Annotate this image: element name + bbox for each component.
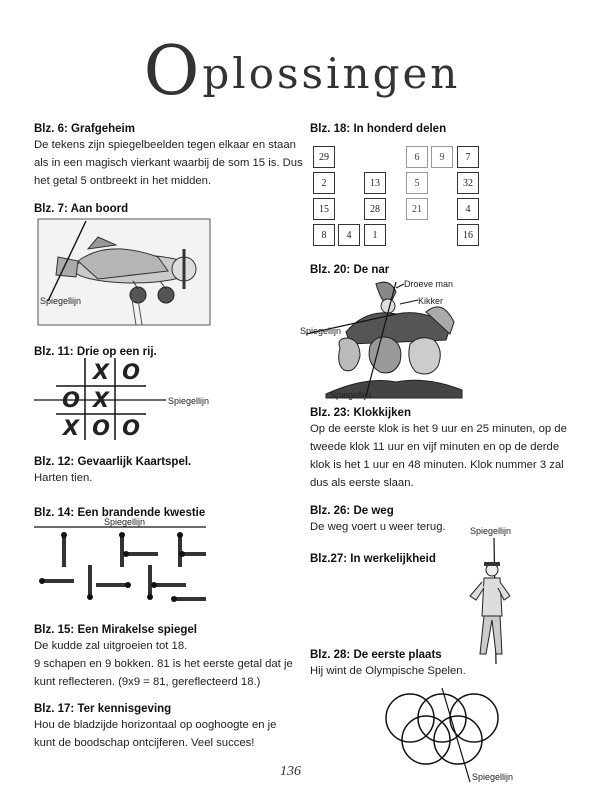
ttt-cell-5: X: [92, 388, 110, 412]
text-blz23-line3: klok is het 1 uur en 48 minuten. Klok nummer 3 zal: [310, 459, 564, 471]
ttt-cell-1: [56, 358, 86, 386]
number-cell: 29: [313, 146, 335, 168]
mirror-label-blz7: Spiegellijn: [40, 296, 82, 306]
heading-blz28: Blz. 28: De eerste plaats: [310, 649, 442, 661]
heading-blz7: Blz. 7: Aan boord: [34, 203, 129, 215]
heading-blz23: Blz. 23: Klokkijken: [310, 407, 411, 419]
title-initial: O: [143, 32, 203, 111]
text-blz6-line3: het getal 5 ontbreekt in het midden.: [34, 175, 212, 187]
number-cell: 21: [406, 198, 428, 220]
ttt-cell-6: [116, 386, 146, 414]
ttt-cell-4: O: [62, 388, 80, 412]
number-cell: 1: [364, 224, 386, 246]
number-cell: 6: [406, 146, 428, 168]
number-cell: 9: [431, 146, 453, 168]
matches-illustration: [34, 527, 214, 615]
text-blz15-line3: kunt reflecteren. (9x9 = 81, gereflecteerd 18.): [34, 676, 261, 688]
heading-blz14: Blz. 14: Een brandende kwestie: [34, 507, 206, 519]
text-blz12-line1: Harten tien.: [34, 472, 93, 484]
number-cell: 28: [364, 198, 386, 220]
number-cell: 13: [364, 172, 386, 194]
text-blz17-line1: Hou de bladzijde horizontaal op ooghoogte en je: [34, 719, 277, 731]
text-blz28-line1: Hij wint de Olympische Spelen.: [310, 665, 466, 677]
text-blz26-line1: De weg voert u weer terug.: [310, 521, 446, 533]
heading-blz20: Blz. 20: De nar: [310, 264, 390, 276]
mirror-label-blz20-a: Spiegellijn: [300, 326, 342, 336]
tic-tac-toe-marks: [56, 358, 146, 442]
mirror-label-blz26: Spiegellijn: [470, 526, 512, 536]
man-illustration: [466, 536, 516, 666]
number-cell: 4: [457, 198, 479, 220]
text-blz15-line1: De kudde zal uitgroeien tot 18.: [34, 640, 188, 652]
heading-blz26: Blz. 26: De weg: [310, 505, 394, 517]
text-blz17-line2: kunt de boodschap ontcijferen. Veel succes!: [34, 737, 255, 749]
heading-blz18: Blz. 18: In honderd delen: [310, 123, 447, 135]
heading-blz6: Blz. 6: Grafgeheim: [34, 123, 135, 135]
title-rest: plossingen: [202, 49, 461, 98]
page-title: [0, 32, 604, 111]
number-cell: 15: [313, 198, 335, 220]
ttt-cell-9: O: [122, 416, 140, 440]
heading-blz15: Blz. 15: Een Mirakelse spiegel: [34, 624, 197, 636]
mirror-label-blz28: Spiegellijn: [472, 772, 514, 782]
text-blz23-line2: tweede klok 11 uur en vijf minuten en op de derde: [310, 441, 560, 453]
text-blz15-line2: 9 schapen en 9 bokken. 81 is het eerste getal dat je: [34, 658, 293, 670]
mirror-label-blz14: Spiegellijn: [104, 517, 146, 527]
text-blz6-line1: De tekens zijn spiegelbeelden tegen elkaar en staan: [34, 139, 296, 151]
mirror-label-blz11: Spiegellijn: [168, 396, 210, 406]
heading-blz27: Blz.27: In werkelijkheid: [310, 553, 436, 565]
text-blz6-line2: als in een magisch vierkant waarbij de som 15 is. Dus: [34, 157, 303, 169]
label-droeve-man: Droeve man: [404, 279, 454, 289]
number-cell: 8: [313, 224, 335, 246]
number-cell: 4: [338, 224, 360, 246]
text-blz23-line4: dus als eerste slaan.: [310, 477, 414, 489]
ttt-cell-8: O: [92, 416, 110, 440]
number-cell: 16: [457, 224, 479, 246]
ttt-cell-3: O: [122, 360, 140, 384]
text-blz23-line1: Op de eerste klok is het 9 uur en 25 minuten, op de: [310, 423, 567, 435]
number-cell: 2: [313, 172, 335, 194]
number-cell: 7: [457, 146, 479, 168]
page-number: 136: [280, 764, 301, 779]
label-kikker: Kikker: [418, 296, 444, 306]
heading-blz11: Blz. 11: Drie op een rij.: [34, 346, 157, 358]
ttt-cell-2: X: [92, 360, 110, 384]
ttt-cell-7: X: [62, 416, 80, 440]
heading-blz17: Blz. 17: Ter kennisgeving: [34, 703, 172, 715]
mirror-label-blz20-b: Spiegellijn: [330, 390, 372, 400]
airplane-illustration: [38, 219, 210, 325]
number-cell: 5: [406, 172, 428, 194]
heading-blz12: Blz. 12: Gevaarlijk Kaartspel.: [34, 456, 192, 468]
number-cell: 32: [457, 172, 479, 194]
olympic-rings: [384, 688, 504, 784]
